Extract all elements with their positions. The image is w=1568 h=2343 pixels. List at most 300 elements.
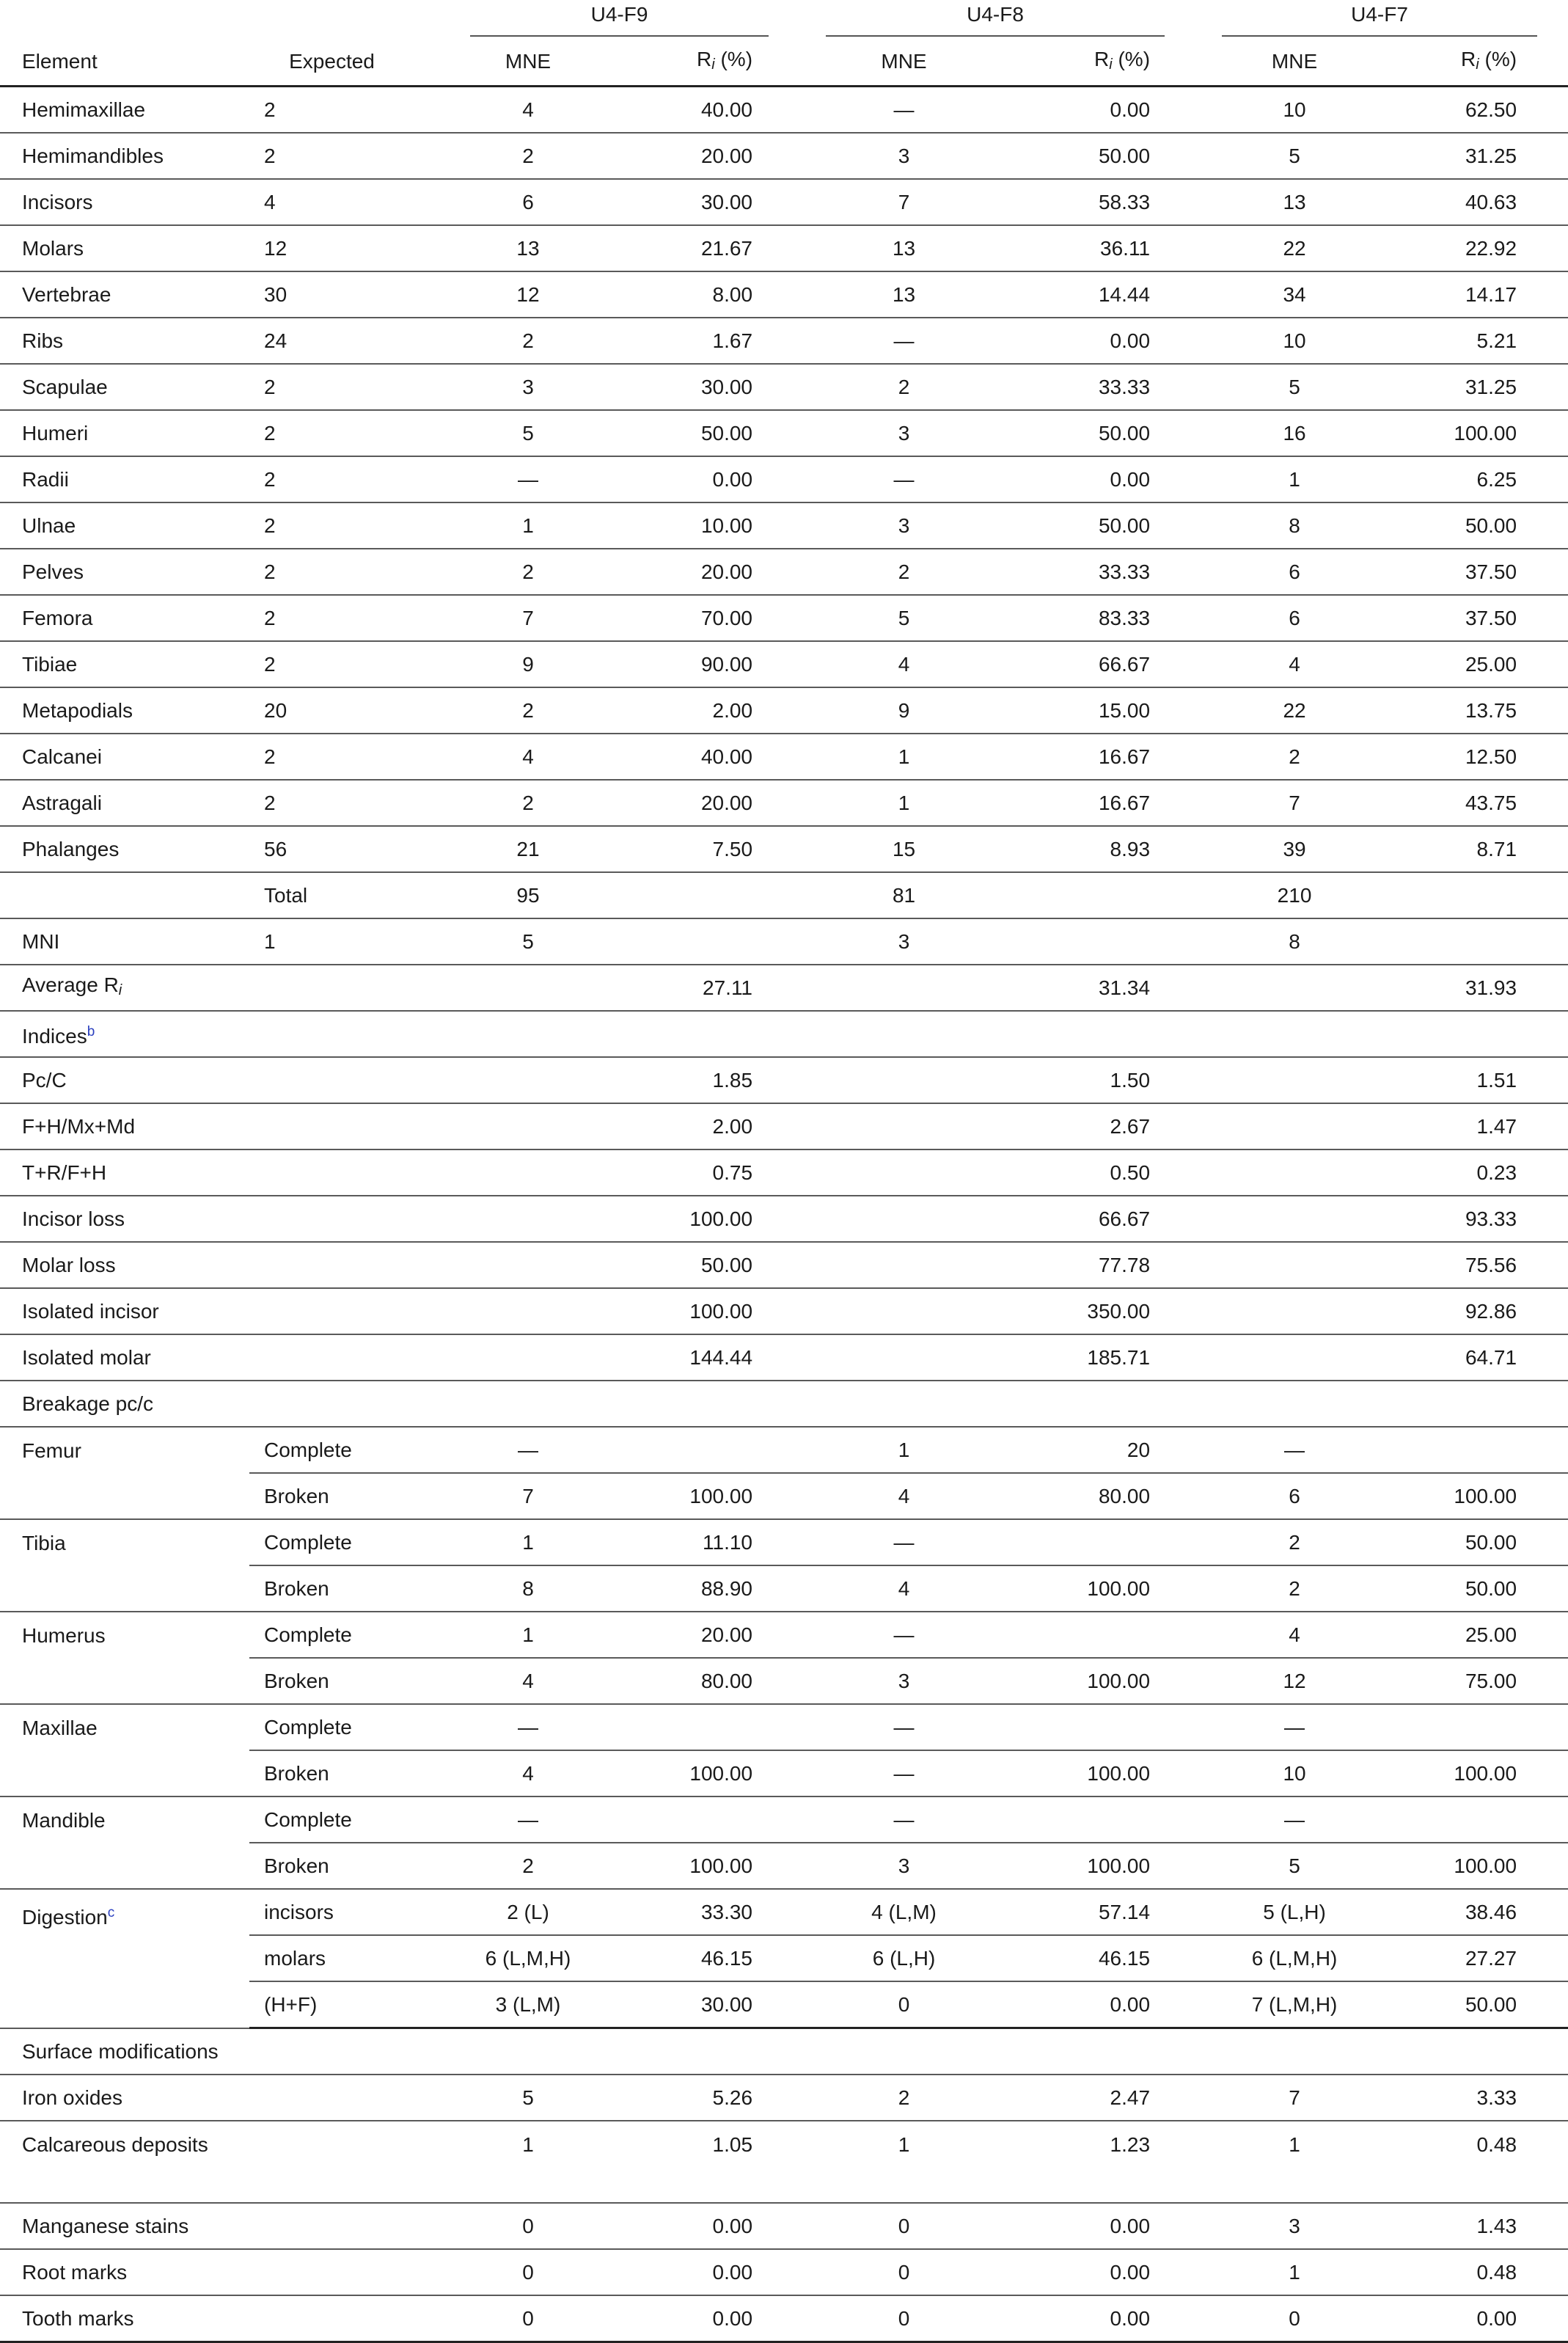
- breakage-count: 10: [1195, 1750, 1393, 1796]
- footnote-marker[interactable]: b: [87, 1023, 95, 1039]
- breakage-row: [0, 1519, 1568, 1565]
- blank-cell: [799, 965, 1008, 1011]
- index-name: Molar loss: [0, 1242, 249, 1288]
- breakage-percent: 11.10: [612, 1519, 799, 1565]
- digestion-count: 7 (L,M,H): [1195, 1981, 1393, 2028]
- blank-cell: [1195, 1334, 1393, 1381]
- index-value: 0.23: [1393, 1149, 1568, 1196]
- digestion-count: 6 (L,M,H): [444, 1935, 612, 1981]
- breakage-percent: 100.00: [1393, 1843, 1568, 1889]
- column-header-element: Element: [0, 38, 249, 87]
- mni-label: MNI: [0, 918, 249, 965]
- digestion-percent: 30.00: [612, 1981, 799, 2028]
- blank-cell: [249, 1103, 444, 1149]
- element-name: Hemimandibles: [0, 133, 249, 179]
- breakage-count: 4: [444, 1750, 612, 1796]
- blank-cell: [799, 1334, 1008, 1381]
- blank-cell: [444, 965, 612, 1011]
- mne-value: 4: [444, 87, 612, 134]
- blank-cell: [1008, 918, 1195, 965]
- expected-value: 2: [249, 456, 444, 502]
- ri-value: 15.00: [1008, 687, 1195, 734]
- mne-value: 2: [444, 687, 612, 734]
- index-name: Isolated molar: [0, 1334, 249, 1381]
- mne-value: —: [799, 87, 1008, 134]
- mne-value: 10: [1195, 318, 1393, 364]
- ri-value: 6.25: [1393, 456, 1568, 502]
- surface-count: 1: [799, 2121, 1008, 2203]
- surface-percent: 1.23: [1008, 2121, 1195, 2203]
- breakage-state: Complete: [249, 1796, 444, 1843]
- ri-value: 36.11: [1008, 225, 1195, 271]
- breakage-percent: 80.00: [612, 1658, 799, 1704]
- element-name: Scapulae: [0, 364, 249, 410]
- breakage-percent: 100.00: [612, 1750, 799, 1796]
- surface-percent: 1.05: [612, 2121, 799, 2203]
- blank-cell: [1195, 1288, 1393, 1334]
- footnote-marker[interactable]: c: [107, 1905, 115, 1920]
- mne-value: 5: [1195, 364, 1393, 410]
- blank-cell: [444, 1149, 612, 1196]
- blank-cell: [444, 1242, 612, 1288]
- breakage-count: 3: [799, 1843, 1008, 1889]
- surface-name: Tooth marks: [0, 2295, 249, 2342]
- digestion-percent: 46.15: [612, 1935, 799, 1981]
- index-value: 1.47: [1393, 1103, 1568, 1149]
- blank-cell: [1195, 965, 1393, 1011]
- element-name: Astragali: [0, 780, 249, 826]
- ri-value: 14.44: [1008, 271, 1195, 318]
- blank-cell: [799, 1242, 1008, 1288]
- index-value: 1.51: [1393, 1057, 1568, 1103]
- surface-count: 1: [1195, 2249, 1393, 2295]
- ri-value: 37.50: [1393, 595, 1568, 641]
- breakage-percent: [1393, 1704, 1568, 1750]
- breakage-row: [0, 1796, 1568, 1843]
- blank-cell: [799, 1149, 1008, 1196]
- bone-name: Tibia: [0, 1519, 249, 1612]
- digestion-state: (H+F): [249, 1981, 444, 2028]
- surface-modifications-label: Surface modifications: [0, 2028, 1568, 2075]
- breakage-percent: [612, 1427, 799, 1473]
- mne-value: 22: [1195, 225, 1393, 271]
- digestion-percent: 50.00: [1393, 1981, 1568, 2028]
- breakage-state: Broken: [249, 1843, 444, 1889]
- mne-value: —: [444, 456, 612, 502]
- element-name: Calcanei: [0, 734, 249, 780]
- digestion-percent: 46.15: [1008, 1935, 1195, 1981]
- average-ri-value: 27.11: [612, 965, 799, 1011]
- index-row: [0, 1057, 1568, 1103]
- mni-value: 8: [1195, 918, 1393, 965]
- breakage-row: [0, 1427, 1568, 1473]
- column-header-ri: $R_i$ (%): [1008, 38, 1195, 87]
- index-row: [0, 1242, 1568, 1288]
- blank-cell: [1195, 1103, 1393, 1149]
- blank-cell: [249, 1334, 444, 1381]
- index-name: Pc/C: [0, 1057, 249, 1103]
- group-label: U4-F7: [1222, 1, 1537, 37]
- breakage-percent: 100.00: [1008, 1658, 1195, 1704]
- index-row: [0, 1196, 1568, 1242]
- digestion-percent: 0.00: [1008, 1981, 1195, 2028]
- ri-value: 0.00: [1008, 456, 1195, 502]
- ri-value: 0.00: [1008, 318, 1195, 364]
- surface-percent: 0.00: [1393, 2295, 1568, 2342]
- index-value: 93.33: [1393, 1196, 1568, 1242]
- group-label: U4-F8: [826, 1, 1165, 37]
- surface-row: [0, 2121, 1568, 2203]
- digestion-percent: 27.27: [1393, 1935, 1568, 1981]
- index-value: 66.67: [1008, 1196, 1195, 1242]
- blank-cell: [1195, 1057, 1393, 1103]
- ri-value: 33.33: [1008, 549, 1195, 595]
- index-value: 92.86: [1393, 1288, 1568, 1334]
- indices-label: Indices$^b$: [0, 1011, 1568, 1057]
- surface-count: 7: [1195, 2075, 1393, 2121]
- mne-value: 4: [799, 641, 1008, 687]
- breakage-count: —: [1195, 1796, 1393, 1843]
- breakage-percent: [1008, 1519, 1195, 1565]
- index-value: 100.00: [612, 1288, 799, 1334]
- expected-value: 12: [249, 225, 444, 271]
- breakage-count: —: [799, 1750, 1008, 1796]
- average-ri-value: 31.34: [1008, 965, 1195, 1011]
- digestion-count: 6 (L,H): [799, 1935, 1008, 1981]
- surface-count: 0: [444, 2203, 612, 2249]
- mne-value: 1: [444, 502, 612, 549]
- element-row: [0, 225, 1568, 271]
- blank-cell: [444, 1057, 612, 1103]
- surface-count: 2: [799, 2075, 1008, 2121]
- ri-value: 0.00: [612, 456, 799, 502]
- expected-value: 2: [249, 87, 444, 134]
- column-header-mne: MNE: [799, 38, 1008, 87]
- expected-value: 2: [249, 502, 444, 549]
- element-name: Incisors: [0, 179, 249, 225]
- blank-cell: [249, 1057, 444, 1103]
- column-header-row: [0, 38, 1568, 87]
- breakage-percent: 20: [1008, 1427, 1195, 1473]
- element-row: [0, 456, 1568, 502]
- blank-header-cell: [0, 0, 249, 38]
- surface-count: 1: [1195, 2121, 1393, 2203]
- breakage-percent: 100.00: [1393, 1473, 1568, 1519]
- ri-value: 50.00: [1393, 502, 1568, 549]
- mne-value: 6: [1195, 595, 1393, 641]
- mne-value: 21: [444, 826, 612, 872]
- breakage-percent: [612, 1704, 799, 1750]
- blank-cell: [1393, 918, 1568, 965]
- mne-value: 7: [799, 179, 1008, 225]
- mne-value: 34: [1195, 271, 1393, 318]
- surface-name: Iron oxides: [0, 2075, 249, 2121]
- element-row: [0, 179, 1568, 225]
- mne-value: 16: [1195, 410, 1393, 456]
- breakage-state: Complete: [249, 1427, 444, 1473]
- expected-value: 2: [249, 734, 444, 780]
- mne-value: 3: [799, 410, 1008, 456]
- total-row: [0, 872, 1568, 918]
- column-header-mne: MNE: [444, 38, 612, 87]
- breakage-count: —: [444, 1796, 612, 1843]
- ri-value: 37.50: [1393, 549, 1568, 595]
- ri-value: 83.33: [1008, 595, 1195, 641]
- mne-value: 3: [799, 133, 1008, 179]
- mne-value: 2: [444, 549, 612, 595]
- breakage-row: [0, 1612, 1568, 1658]
- ri-value: 13.75: [1393, 687, 1568, 734]
- mne-value: 2: [799, 364, 1008, 410]
- element-row: [0, 502, 1568, 549]
- mne-value: 4: [444, 734, 612, 780]
- breakage-count: 1: [444, 1519, 612, 1565]
- ri-value: 20.00: [612, 549, 799, 595]
- ri-value: 66.67: [1008, 641, 1195, 687]
- ri-value: 40.63: [1393, 179, 1568, 225]
- ri-value: 1.67: [612, 318, 799, 364]
- element-name: Metapodials: [0, 687, 249, 734]
- mne-value: 4: [1195, 641, 1393, 687]
- index-name: T+R/F+H: [0, 1149, 249, 1196]
- breakage-state: Broken: [249, 1750, 444, 1796]
- breakage-count: 7: [444, 1473, 612, 1519]
- surface-percent: 3.33: [1393, 2075, 1568, 2121]
- surface-header-row: [0, 2028, 1568, 2075]
- breakage-percent: 80.00: [1008, 1473, 1195, 1519]
- ri-value: 2.00: [612, 687, 799, 734]
- surface-name: Manganese stains: [0, 2203, 249, 2249]
- mne-value: 13: [1195, 179, 1393, 225]
- breakage-row: [0, 1704, 1568, 1750]
- element-row: [0, 87, 1568, 134]
- ri-value: 8.93: [1008, 826, 1195, 872]
- ri-value: 8.00: [612, 271, 799, 318]
- surface-count: 0: [1195, 2295, 1393, 2342]
- breakage-percent: 25.00: [1393, 1612, 1568, 1658]
- mne-value: 5: [1195, 133, 1393, 179]
- breakage-count: 5: [1195, 1843, 1393, 1889]
- average-ri-row: [0, 965, 1568, 1011]
- digestion-count: 2 (L): [444, 1889, 612, 1935]
- breakage-count: 4: [799, 1565, 1008, 1612]
- ri-value: 10.00: [612, 502, 799, 549]
- digestion-state: molars: [249, 1935, 444, 1981]
- index-value: 2.67: [1008, 1103, 1195, 1149]
- surface-percent: 0.00: [612, 2249, 799, 2295]
- ri-value: 30.00: [612, 179, 799, 225]
- index-value: 77.78: [1008, 1242, 1195, 1288]
- surface-percent: 0.00: [1008, 2295, 1195, 2342]
- expected-value: 2: [249, 549, 444, 595]
- blank-cell: [249, 2121, 444, 2203]
- breakage-percent: 50.00: [1393, 1519, 1568, 1565]
- breakage-count: 8: [444, 1565, 612, 1612]
- breakage-percent: [1393, 1796, 1568, 1843]
- breakage-state: Complete: [249, 1704, 444, 1750]
- breakage-count: 1: [444, 1612, 612, 1658]
- mne-value: 2: [444, 780, 612, 826]
- breakage-percent: [1008, 1704, 1195, 1750]
- breakage-state: Broken: [249, 1658, 444, 1704]
- surface-percent: 0.00: [612, 2295, 799, 2342]
- ri-value: 58.33: [1008, 179, 1195, 225]
- breakage-count: —: [444, 1704, 612, 1750]
- element-name: Tibiae: [0, 641, 249, 687]
- mne-value: 8: [1195, 502, 1393, 549]
- mne-value: 13: [799, 271, 1008, 318]
- bone-name: Humerus: [0, 1612, 249, 1704]
- blank-cell: [799, 1103, 1008, 1149]
- element-row: [0, 364, 1568, 410]
- blank-cell: [799, 1196, 1008, 1242]
- breakage-count: 3: [799, 1658, 1008, 1704]
- blank-cell: [249, 2249, 444, 2295]
- blank-cell: [249, 1288, 444, 1334]
- surface-count: 1: [444, 2121, 612, 2203]
- ri-value: 16.67: [1008, 780, 1195, 826]
- index-row: [0, 1288, 1568, 1334]
- blank-cell: [799, 1057, 1008, 1103]
- ri-value: 50.00: [612, 410, 799, 456]
- group-header-row: [0, 0, 1568, 38]
- mne-value: 1: [799, 780, 1008, 826]
- breakage-count: 2: [1195, 1519, 1393, 1565]
- digestion-count: 0: [799, 1981, 1008, 2028]
- total-mne-value: 95: [444, 872, 612, 918]
- indices-header-row: [0, 1011, 1568, 1057]
- blank-cell: [1195, 1149, 1393, 1196]
- breakage-percent: [1393, 1427, 1568, 1473]
- mni-value: 5: [444, 918, 612, 965]
- expected-value: 24: [249, 318, 444, 364]
- ri-value: 100.00: [1393, 410, 1568, 456]
- index-row: [0, 1149, 1568, 1196]
- ri-value: 70.00: [612, 595, 799, 641]
- breakage-count: —: [799, 1612, 1008, 1658]
- breakage-percent: [1008, 1612, 1195, 1658]
- ri-value: 16.67: [1008, 734, 1195, 780]
- index-name: F+H/Mx+Md: [0, 1103, 249, 1149]
- index-value: 1.85: [612, 1057, 799, 1103]
- breakage-percent: 88.90: [612, 1565, 799, 1612]
- blank-header-cell: [249, 0, 444, 38]
- breakage-state: Complete: [249, 1612, 444, 1658]
- digestion-count: 5 (L,H): [1195, 1889, 1393, 1935]
- mne-value: 22: [1195, 687, 1393, 734]
- blank-cell: [1195, 1242, 1393, 1288]
- surface-percent: 0.00: [1008, 2249, 1195, 2295]
- ri-value: 90.00: [612, 641, 799, 687]
- index-value: 2.00: [612, 1103, 799, 1149]
- element-row: [0, 595, 1568, 641]
- element-row: [0, 318, 1568, 364]
- mne-value: 1: [1195, 456, 1393, 502]
- ri-value: 21.67: [612, 225, 799, 271]
- mne-value: 5: [444, 410, 612, 456]
- table-body: [0, 87, 1568, 2342]
- ri-value: 50.00: [1008, 502, 1195, 549]
- element-row: [0, 549, 1568, 595]
- breakage-count: —: [1195, 1704, 1393, 1750]
- breakage-count: 1: [799, 1427, 1008, 1473]
- index-value: 75.56: [1393, 1242, 1568, 1288]
- blank-cell: [1393, 872, 1568, 918]
- column-header-ri: $R_i$ (%): [1393, 38, 1568, 87]
- element-row: [0, 687, 1568, 734]
- ri-value: 7.50: [612, 826, 799, 872]
- index-value: 0.50: [1008, 1149, 1195, 1196]
- element-name: Hemimaxillae: [0, 87, 249, 134]
- index-value: 185.71: [1008, 1334, 1195, 1381]
- blank-cell: [249, 965, 444, 1011]
- mne-value: 1: [799, 734, 1008, 780]
- mni-expected: 1: [249, 918, 444, 965]
- digestion-count: 3 (L,M): [444, 1981, 612, 2028]
- index-row: [0, 1103, 1568, 1149]
- breakage-count: —: [799, 1519, 1008, 1565]
- group-label: U4-F9: [470, 1, 769, 37]
- index-value: 1.50: [1008, 1057, 1195, 1103]
- mne-value: 13: [799, 225, 1008, 271]
- surface-percent: 1.43: [1393, 2203, 1568, 2249]
- breakage-count: 2: [444, 1843, 612, 1889]
- surface-row: [0, 2075, 1568, 2121]
- group-header-u4-f9: [444, 0, 799, 38]
- ri-value: 33.33: [1008, 364, 1195, 410]
- bone-name: Mandible: [0, 1796, 249, 1889]
- breakage-percent: 20.00: [612, 1612, 799, 1658]
- surface-percent: 0.00: [612, 2203, 799, 2249]
- mne-value: 12: [444, 271, 612, 318]
- element-name: Vertebrae: [0, 271, 249, 318]
- breakage-percent: [1008, 1796, 1195, 1843]
- breakage-state: Broken: [249, 1565, 444, 1612]
- breakage-count: 4: [1195, 1612, 1393, 1658]
- mne-value: 2: [799, 549, 1008, 595]
- surface-count: 5: [444, 2075, 612, 2121]
- blank-cell: [444, 1196, 612, 1242]
- surface-percent: 0.48: [1393, 2121, 1568, 2203]
- blank-cell: [1195, 1196, 1393, 1242]
- surface-row: [0, 2249, 1568, 2295]
- mne-value: 13: [444, 225, 612, 271]
- breakage-count: —: [799, 1704, 1008, 1750]
- element-name: Radii: [0, 456, 249, 502]
- index-name: Incisor loss: [0, 1196, 249, 1242]
- blank-cell: [249, 2075, 444, 2121]
- surface-percent: 2.47: [1008, 2075, 1195, 2121]
- breakage-count: —: [799, 1796, 1008, 1843]
- element-row: [0, 410, 1568, 456]
- average-ri-label: Average $R_i$: [0, 965, 249, 1011]
- average-ri-value: 31.93: [1393, 965, 1568, 1011]
- mne-value: —: [799, 318, 1008, 364]
- mne-value: 3: [799, 502, 1008, 549]
- expected-value: 2: [249, 595, 444, 641]
- breakage-percent: 100.00: [1008, 1565, 1195, 1612]
- ri-value: 8.71: [1393, 826, 1568, 872]
- element-name: Ulnae: [0, 502, 249, 549]
- breakage-count: 12: [1195, 1658, 1393, 1704]
- index-value: 0.75: [612, 1149, 799, 1196]
- mne-value: 2: [444, 133, 612, 179]
- digestion-state: incisors: [249, 1889, 444, 1935]
- total-mne-value: 81: [799, 872, 1008, 918]
- mne-value: 6: [444, 179, 612, 225]
- ri-value: 25.00: [1393, 641, 1568, 687]
- surface-count: 0: [799, 2295, 1008, 2342]
